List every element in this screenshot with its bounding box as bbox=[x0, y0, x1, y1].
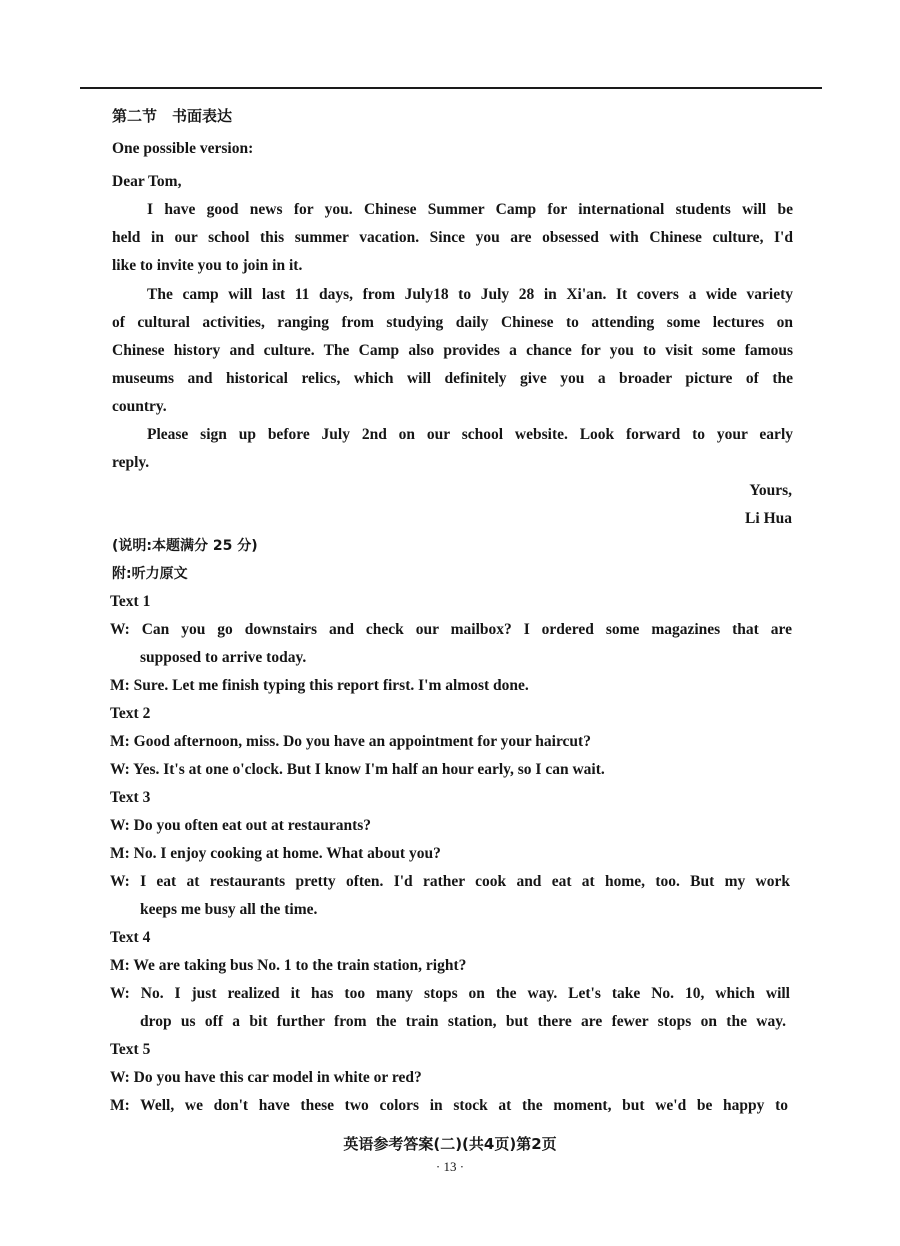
page-footer: 英语参考答案(二)(共4页)第2页 bbox=[343, 1135, 557, 1153]
dialogue-line: M: Well, we don't have these two colors in stock at the moment, but we'd be happy to bbox=[110, 1097, 788, 1114]
letter-signature: Li Hua bbox=[745, 510, 792, 527]
letter-line: held in our school this summer vacation. Since you are obsessed with Chinese culture, I'd bbox=[112, 229, 793, 246]
text-title: Text 3 bbox=[110, 789, 151, 806]
letter-line: Chinese history and culture. The Camp also provides a chance for you to visit some famous bbox=[112, 342, 793, 359]
dialogue-line: W: Do you often eat out at restaurants? bbox=[110, 817, 372, 834]
letter-line: museums and historical relics, which will definitely give you a broader picture of the bbox=[112, 370, 793, 387]
letter-line: Please sign up before July 2nd on our school website. Look forward to your early bbox=[147, 426, 793, 443]
letter-line: I have good news for you. Chinese Summer Camp for international students will be bbox=[147, 201, 793, 218]
header-rule bbox=[80, 87, 822, 89]
dialogue-line: W: No. I just realized it has too many stops on the way. Let's take No. 10, which will bbox=[110, 985, 790, 1002]
intro-text: One possible version: bbox=[112, 140, 254, 157]
text-title: Text 2 bbox=[110, 705, 151, 722]
text-title: Text 1 bbox=[110, 593, 151, 610]
dialogue-line: M: We are taking bus No. 1 to the train station, right? bbox=[110, 957, 467, 974]
text-title: Text 5 bbox=[110, 1041, 151, 1058]
dialogue-line: W: I eat at restaurants pretty often. I'd rather cook and eat at home, too. But my work bbox=[110, 873, 790, 890]
letter-line: like to invite you to join in it. bbox=[112, 257, 303, 274]
dialogue-line: supposed to arrive today. bbox=[140, 649, 307, 666]
letter-closing: Yours, bbox=[749, 482, 792, 499]
dialogue-line: M: Sure. Let me finish typing this report first. I'm almost done. bbox=[110, 677, 529, 694]
page-number: · 13 · bbox=[435, 1159, 465, 1174]
dialogue-line: drop us off a bit further from the train station, but there are fewer stops on the way. bbox=[140, 1013, 786, 1030]
letter-line: reply. bbox=[112, 454, 150, 471]
dialogue-line: W: Do you have this car model in white or red? bbox=[110, 1069, 422, 1086]
appendix-title: 附:听力原文 bbox=[112, 566, 188, 582]
letter-salutation: Dear Tom, bbox=[112, 173, 182, 190]
letter-line: country. bbox=[112, 398, 167, 415]
dialogue-line: M: No. I enjoy cooking at home. What about you? bbox=[110, 845, 441, 862]
text-title: Text 4 bbox=[110, 929, 151, 946]
score-note: (说明:本题满分 25 分) bbox=[112, 538, 258, 554]
section-title: 第二节 书面表达 bbox=[112, 107, 233, 125]
dialogue-line: keeps me busy all the time. bbox=[140, 901, 318, 918]
dialogue-line: W: Can you go downstairs and check our mailbox? I ordered some magazines that are bbox=[110, 621, 792, 638]
letter-line: of cultural activities, ranging from studying daily Chinese to attending some lectures on bbox=[112, 314, 793, 331]
dialogue-line: W: Yes. It's at one o'clock. But I know I'm half an hour early, so I can wait. bbox=[110, 761, 605, 778]
dialogue-line: M: Good afternoon, miss. Do you have an appointment for your haircut? bbox=[110, 733, 591, 750]
letter-line: The camp will last 11 days, from July18 to July 28 in Xi'an. It covers a wide variety bbox=[147, 286, 793, 303]
